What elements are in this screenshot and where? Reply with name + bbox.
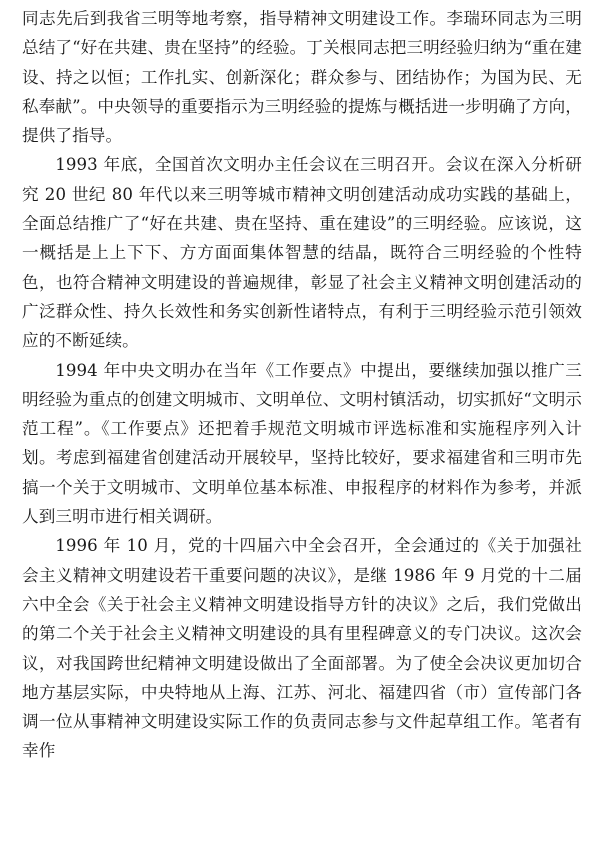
- document-page: [22, 4, 582, 766]
- paragraph-4: 1996 年 10 月，党的十四届六中全会召开，全会通过的《关于加强社会主义精神文明建设若干重要问题的决议》，是继 1986 年 9 月党的十二届六中全会《关于社会主义精神文明建设指导方针的决议》之后，我们党做出的第二个关于社会主义精神文明建设的具有里程碑意义的专门决议。这次会议，对我国跨世纪精神文明建设做出了全面部署。为了使全会决议更加切合地方基层实际，中央特地从上海、江苏、河北、福建四省（市）宣传部门各调一位从事精神文明建设实际工作的负责同志参与文件起草组工作。笔者有幸作: [22, 536, 582, 761]
- paragraph-3: 1994 年中央文明办在当年《工作要点》中提出，要继续加强以推广三明经验为重点的创建文明城市、文明单位、文明村镇活动，切实抓好“文明示范工程”。《工作要点》还把着手规范文明城市评选标准和实施程序列入计划。考虑到福建省创建活动开展较早，坚持比较好，要求福建省和三明市先搞一个关于文明城市、文明单位基本标准、申报程序的材料作为参考，并派人到三明市进行相关调研。: [22, 360, 582, 527]
- paragraph-1: 同志先后到我省三明等地考察，指导精神文明建设工作。李瑞环同志为三明总结了“好在共建、贵在坚持”的经验。丁关根同志把三明经验归纳为“重在建设、持之以恒；工作扎实、创新深化；群众参与、团结协作；为国为民、无私奉献”。中央领导的重要指示为三明经验的提炼与概括进一步明确了方向，提供了指导。: [22, 9, 582, 146]
- paragraph-2: 1993 年底，全国首次文明办主任会议在三明召开。会议在深入分析研究 20 世纪 80 年代以来三明等城市精神文明创建活动成功实践的基础上，全面总结推广了“好在共建、贵在坚持、重在建设”的三明经验。应该说，这一概括是上上下下、方方面面集体智慧的结晶，既符合三明经验的个性特色，也符合精神文明建设的普遍规律，彰显了社会主义精神文明创建活动的广泛群众性、持久长效性和务实创新性诸特点，有利于三明经验示范引领效应的不断延续。: [22, 155, 582, 351]
